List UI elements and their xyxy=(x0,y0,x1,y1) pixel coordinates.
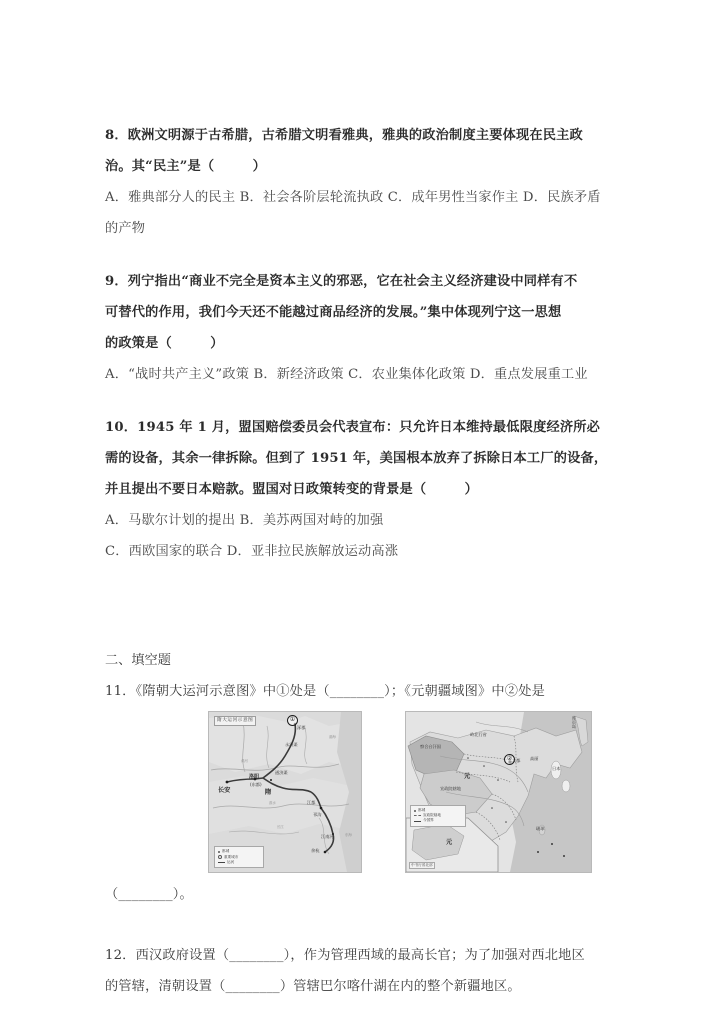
legend-row-canal xyxy=(218,860,260,865)
dynasty-label-sui: 隋 xyxy=(265,789,272,796)
legend-canal-line-icon xyxy=(218,862,225,863)
legend-city-dot-icon xyxy=(218,855,222,859)
q9-option-line-1: A．“战时共产主义”政策 B．新经济政策 C．农业集体化政策 D．重点发展重工业 xyxy=(105,367,588,382)
legend-capital-dot-icon xyxy=(218,851,220,853)
region-label-riben: 日本 xyxy=(552,766,561,771)
canal-label-tongjiqu: 通济渠 xyxy=(275,770,288,775)
q10-stem-line-1: 10．1945 年 1 月，盟国赔偿委员会代表宣布：只允许日本维持最低限度经济所必 xyxy=(105,420,601,435)
map-marker-circled-1: ① xyxy=(287,715,298,726)
q12-line-1: 12．西汉政府设置（________），作为管理西域的最高长官；为了加强对西北地区 xyxy=(105,948,585,963)
q11-figures xyxy=(105,711,617,879)
canal-label-jiangnanhe: 江南河 xyxy=(321,834,334,839)
question-10 xyxy=(105,412,617,567)
q10-stem-line-2: 需的设备，其余一律拆除。但到了 1951 年，美国根本放弃了拆除日本工厂的设备， xyxy=(105,451,608,466)
city-label-zhuojun: 涿郡 xyxy=(297,725,306,730)
inset-dynasty-label-yuan: 元 xyxy=(446,839,453,846)
dynasty-label-yuan: 元 xyxy=(464,773,471,780)
question-11 xyxy=(105,676,617,910)
q10-stem-line-3: 并且提出不要日本赔款。盟国对日政策转变的背景是（ ） xyxy=(105,482,479,497)
figure-yuan-territory-map xyxy=(405,711,592,873)
q8-stem-line-2: 治。其“民主”是（ ） xyxy=(105,159,266,174)
q8-option-line-2: 的产物 xyxy=(105,221,146,236)
q10-option-line-1: A．马歇尔计划的提出 B．美苏两国对峙的加强 xyxy=(105,513,384,528)
q11-q12-gap xyxy=(105,910,617,940)
city-label-yuhang: 余杭 xyxy=(311,848,320,853)
q9-stem-line-2: 可替代的作用，我们今天还不能越过商品经济的发展。”集中体现列宁这一思想 xyxy=(105,305,562,320)
q12-line-2: 的管辖，清朝设置（________）管辖巴尔喀什湖在内的整个新疆地区。 xyxy=(105,979,521,994)
figure-sui-canal-map xyxy=(208,711,362,873)
region-label-chagatai: 察合台汗国 xyxy=(420,744,441,749)
legend-capital-label: 都城 xyxy=(222,849,230,854)
legend-yuan-xuanzheng-label: 宣政院辖地 xyxy=(423,813,441,818)
question-8 xyxy=(105,120,617,244)
region-label-xuanzhengyuan: 宣政院辖地 xyxy=(440,786,461,791)
water-label-changjiang: 长江 xyxy=(277,825,284,829)
q9-stem-line-1: 9．列宁指出“商业不完全是资本主义的邪恶，它在社会主义经济建设中同样有不 xyxy=(105,274,578,289)
section-gap xyxy=(105,589,617,645)
q11-lead-line: 11．《隋朝大运河示意图》中①处是（________）；《元朝疆域图》中②处是 xyxy=(105,684,545,699)
region-label-kuyedao: 库页岛 xyxy=(572,716,577,729)
legend-yuan-border-line-icon xyxy=(414,821,421,822)
legend-canal-label: 运河 xyxy=(227,859,235,864)
canal-label-hangou: 邗沟 xyxy=(313,812,322,817)
legend-yuan-capital-dot-icon xyxy=(414,810,416,812)
water-label-bohai: 渤海 xyxy=(329,735,336,739)
region-label-lingbei: 岭北行省 xyxy=(470,732,487,737)
page-content xyxy=(105,120,617,1024)
q11-tail-line: （________）。 xyxy=(105,887,193,902)
q8-stem-line-1: 8．欧洲文明源于古希腊，古希腊文明看雅典，雅典的政治制度主要体现在民主政 xyxy=(105,128,583,143)
city-label-dadu: 大都 xyxy=(512,758,521,763)
water-label-huanghe: 黄河 xyxy=(241,759,248,763)
legend-yuan-capital-label: 都城 xyxy=(418,808,426,812)
q10-option-line-2: C．西欧国家的联合 D．亚非拉民族解放运动高涨 xyxy=(105,544,399,559)
yuan-territory-map-graphic xyxy=(406,712,591,872)
region-label-gaoli: 高丽 xyxy=(530,756,539,761)
legend-city-label: 重要城市 xyxy=(224,854,239,859)
region-label-liuqiu: 琉球 xyxy=(536,826,545,831)
city-label-luoyang-alt: (东都) xyxy=(250,782,262,787)
city-label-changan: 长安 xyxy=(218,787,231,794)
city-label-luoyang: 洛阳 xyxy=(249,774,260,780)
question-9 xyxy=(105,266,617,390)
legend-row-yuan-border xyxy=(414,818,462,823)
q9-stem-line-3: 的政策是（ ） xyxy=(105,336,224,351)
sui-canal-map-legend xyxy=(214,846,264,868)
legend-yuan-xuanzheng-line-icon xyxy=(414,815,421,816)
sui-canal-map-title: 隋大运河示意图 xyxy=(214,716,256,726)
canal-label-yongjiqu: 永济渠 xyxy=(285,742,298,747)
water-label-huaishui: 淮水 xyxy=(269,801,276,805)
city-label-jiangdu: 江都 xyxy=(307,800,316,805)
legend-yuan-border-label: 今国界 xyxy=(423,818,434,823)
yuan-map-inset-label: 中书行省北部 xyxy=(411,863,433,867)
question-12 xyxy=(105,940,617,1002)
q8-option-line-1: A．雅典部分人的民主 B．社会各阶层轮流执政 C．成年男性当家作主 D．民族矛盾 xyxy=(105,190,601,205)
map-marker-circled-2: ② xyxy=(504,754,515,765)
yuan-territory-map-legend xyxy=(410,805,466,827)
water-label-donghai: 东海 xyxy=(345,833,352,837)
section-heading-fill-in: 二、填空题 xyxy=(105,653,171,668)
